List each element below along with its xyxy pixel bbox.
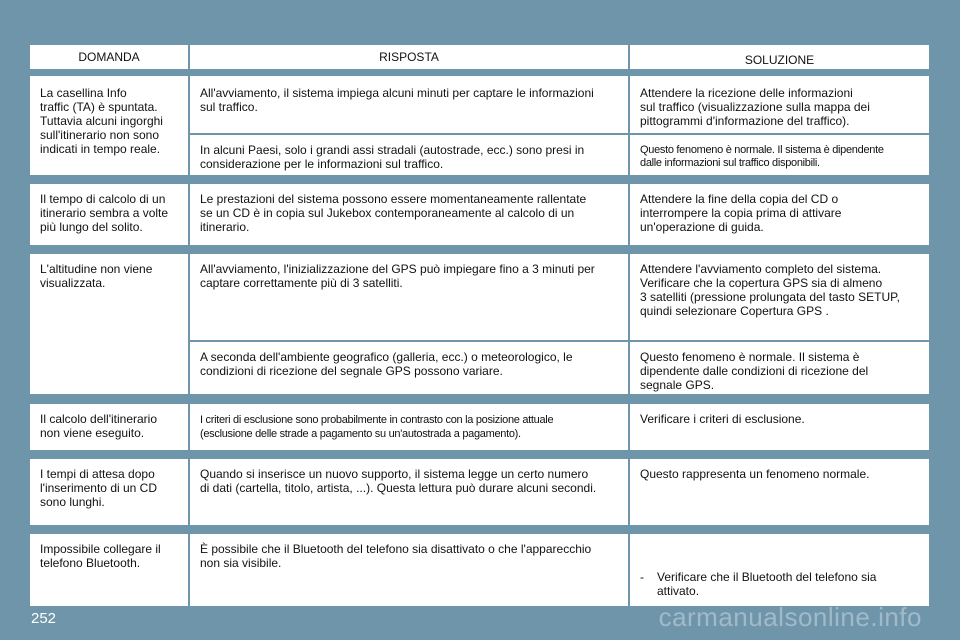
row-3-answer-1: All'avviamento, l'inizializzazione del GPS può impiegare fino a 3 minuti per captare correttamente più di 3 satelliti. [190,254,628,340]
row-5-question: I tempi di attesa dopo l'inserimento di un CD sono lunghi. [30,459,188,525]
row-5-solution: Questo rappresenta un fenomeno normale. [630,459,929,525]
row-4-answer: I criteri di esclusione sono probabilmente in contrasto con la posizione attuale (esclusione delle strade a pagamento su un'autostrada a pagamento). [190,404,628,450]
row-4-solution: Verificare i criteri di esclusione. [630,404,929,450]
row-3-question: L'altitudine non viene visualizzata. [30,254,188,394]
header-risposta: RISPOSTA [190,45,628,69]
row-6-solution-list [640,556,889,606]
row-5-answer: Quando si inserisce un nuovo supporto, il sistema legge un certo numero di dati (cartella, titolo, artista, ...). Questa lettura può durare alcuni secondi. [190,459,628,525]
row-2-answer: Le prestazioni del sistema possono essere momentaneamente rallentate se un CD è in copia sul Jukebox contemporaneamente al calcolo di un itinerario. [190,184,628,245]
row-3-solution-1: Attendere l'avviamento completo del sistema. Verificare che la copertura GPS sia di almeno 3 satelliti (pressione prolungata del tasto SETUP, quindi selezionare Copertura GPS . [630,254,929,340]
row-1-solution-1: Attendere la ricezione delle informazioni sul traffico (visualizzazione sulla mappa dei pittogrammi d'informazione del traffico). [630,76,929,133]
row-1-question: La casellina Info traffic (TA) è spuntata. Tuttavia alcuni ingorghi sull'itinerario non sono indicati in tempo reale. [30,76,188,175]
row-3-solution-2: Questo fenomeno è normale. Il sistema è dipendente dalle condizioni di ricezione del segnale GPS. [630,342,929,394]
page-number: 252 [31,610,57,627]
row-2-solution: Attendere la fine della copia del CD o interrompere la copia prima di attivare un'operazione di guida. [630,184,929,245]
row-2-question: Il tempo di calcolo di un itinerario sembra a volte più lungo del solito. [30,184,188,245]
watermark: carmanualsonline.info [658,602,922,632]
header-soluzione: SOLUZIONE [630,45,929,69]
row-1-answer-1: All'avviamento, il sistema impiega alcuni minuti per captare le informazioni sul traffico. [190,76,628,133]
row-6-solution-item: - Verificare che il Bluetooth del telefono sia attivato. [640,570,889,598]
row-3-answer-2: A seconda dell'ambiente geografico (galleria, ecc.) o meteorologico, le condizioni di ricezione del segnale GPS possono variare. [190,342,628,394]
row-1-answer-2: In alcuni Paesi, solo i grandi assi stradali (autostrade, ecc.) sono presi in considerazione per le informazioni sul traffico. [190,135,628,175]
row-6-answer: È possibile che il Bluetooth del telefono sia disattivato o che l'apparecchio non sia visibile. [190,534,628,606]
row-6-solution [630,534,929,606]
row-6-question: Impossibile collegare il telefono Bluetooth. [30,534,188,606]
row-4-question: Il calcolo dell'itinerario non viene eseguito. [30,404,188,450]
header-domanda: DOMANDA [30,45,188,69]
row-1-solution-2: Questo fenomeno è normale. Il sistema è dipendente dalle informazioni sul traffico disponibili. [630,135,929,175]
